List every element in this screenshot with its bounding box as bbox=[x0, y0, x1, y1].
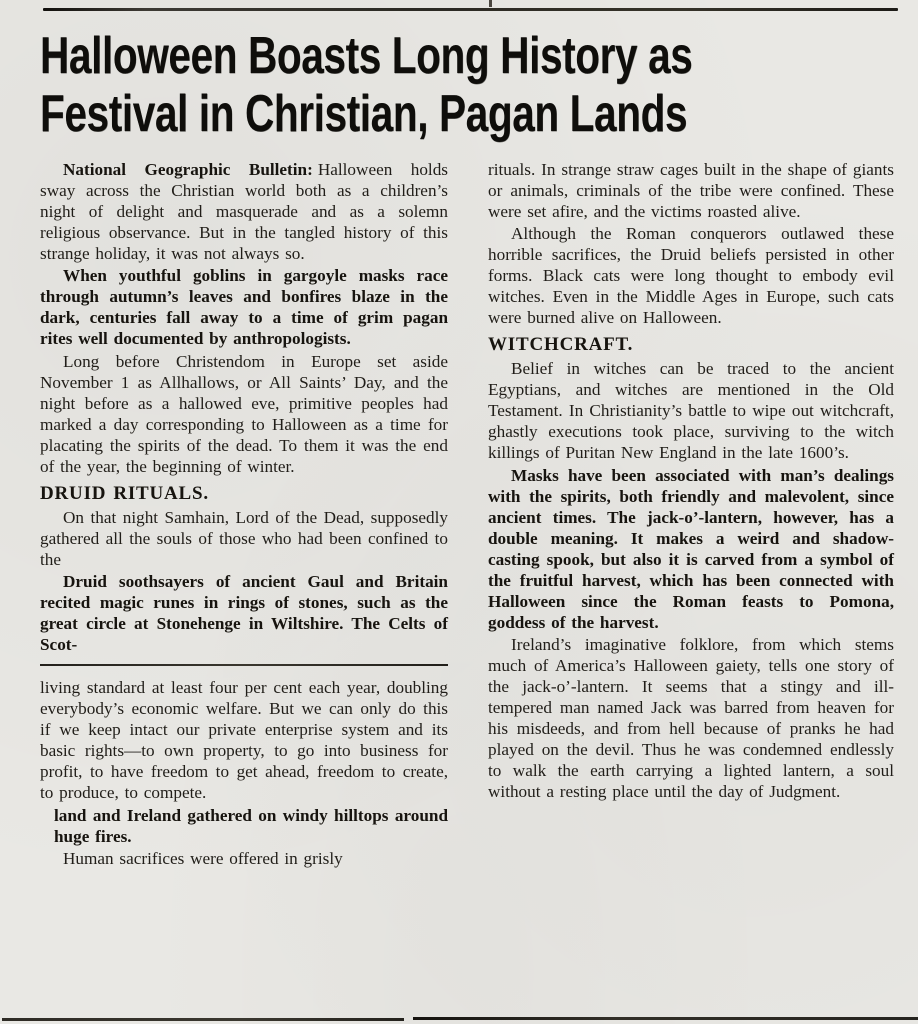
top-rule bbox=[43, 8, 898, 11]
article-paragraph: Human sacrifices were offered in grisly bbox=[63, 849, 343, 868]
article-body bbox=[40, 157, 918, 871]
article-paragraph: Belief in witches can be traced to the ancient Egyptians, and witches are mentioned in the Old Testament. In Christianity’s battle to wipe out witchcraft, ghastly executions took place, surviving to the witch killings of Puritan New England in the late 1600’s. bbox=[488, 359, 894, 462]
headline-line1: Halloween Boasts Long History as bbox=[40, 27, 693, 85]
article-paragraph: land and Ireland gathered on windy hilltops around huge fires. bbox=[54, 805, 448, 846]
article-paragraph: When youthful goblins in gargoyle masks race through autumn’s leaves and bonfires blaze in the dark, centuries fall away to a time of grim pagan rites well documented by anthropologists. bbox=[40, 266, 448, 348]
section-divider bbox=[40, 664, 448, 666]
registration-tick bbox=[489, 0, 492, 7]
article-paragraph bbox=[40, 159, 448, 264]
paragraph-text: Halloween holds sway across the Christian world both as a children’s night of delight and masquerade and as a solemn religious observance. But in the tangled history of this strange holiday, it was not always so. bbox=[40, 159, 448, 263]
headline-line2: Festival in Christian, Pagan Lands bbox=[40, 85, 688, 143]
headline bbox=[40, 27, 918, 143]
article-paragraph: On that night Samhain, Lord of the Dead, supposedly gathered all the souls of those who had been confined to the bbox=[40, 507, 448, 569]
section-heading: DRUID RITUALS. bbox=[40, 482, 209, 504]
right-column bbox=[488, 157, 894, 871]
article-paragraph: Although the Roman conquerors outlawed these horrible sacrifices, the Druid beliefs persisted in other forms. Black cats were long thought to embody evil witches. Even in the Middle Ages in Europe, such cats were burned alive on Halloween. bbox=[488, 224, 894, 327]
bottom-rule-left bbox=[2, 1018, 404, 1021]
left-column bbox=[40, 157, 448, 871]
article-paragraph: Druid soothsayers of ancient Gaul and Britain recited magic runes in rings of stones, such as the great circle at Stonehenge in Wiltshire. The Celts of Scot- bbox=[40, 572, 448, 654]
article-paragraph: Masks have been associated with man’s dealings with the spirits, both friendly and malevolent, since ancient times. The jack-o’-lantern, however, has a double meaning. It makes a weird and shadow-casting spook, but also it is carved from a symbol of the fruitful harvest, which has been connected with Halloween since the Roman feasts to Pomona, goddess of the harvest. bbox=[488, 465, 894, 632]
article-paragraph: living standard at least four per cent each year, doubling everybody’s economic welfare. But we can only do this if we keep intact our private enterprise system and its basic rights—to own property, to go into business for profit, to have freedom to get ahead, freedom to create, to produce, to compete. bbox=[40, 678, 448, 802]
bottom-rule-right bbox=[413, 1017, 918, 1020]
paragraph-lead: National Geographic Bulletin: bbox=[63, 159, 313, 179]
article-paragraph: Ireland’s imaginative folklore, from which stems much of America’s Halloween gaiety, tells one story of the jack-o’-lantern. It seems that a stingy and ill-tempered man named Jack was barred from heaven for his misdeeds, and from hell because of pranks he had played on the devil. Thus he was condemned endlessly to walk the earth carrying a lighted lantern, a soul without a resting place until the day of Judgment. bbox=[488, 635, 894, 801]
article-paragraph: rituals. In strange straw cages built in the shape of giants or animals, criminals of the tribe were confined. These were set afire, and the victims roasted alive. bbox=[488, 159, 894, 221]
section-heading: WITCHCRAFT. bbox=[488, 334, 634, 355]
article-paragraph: Long before Christendom in Europe set aside November 1 as Allhallows, or All Saints’ Day, and the night before as a hallowed eve, primitive peoples had marked a day corresponding to Halloween as a time for placating the spirits of the dead. To them it was the end of the year, the beginning of winter. bbox=[40, 351, 448, 476]
